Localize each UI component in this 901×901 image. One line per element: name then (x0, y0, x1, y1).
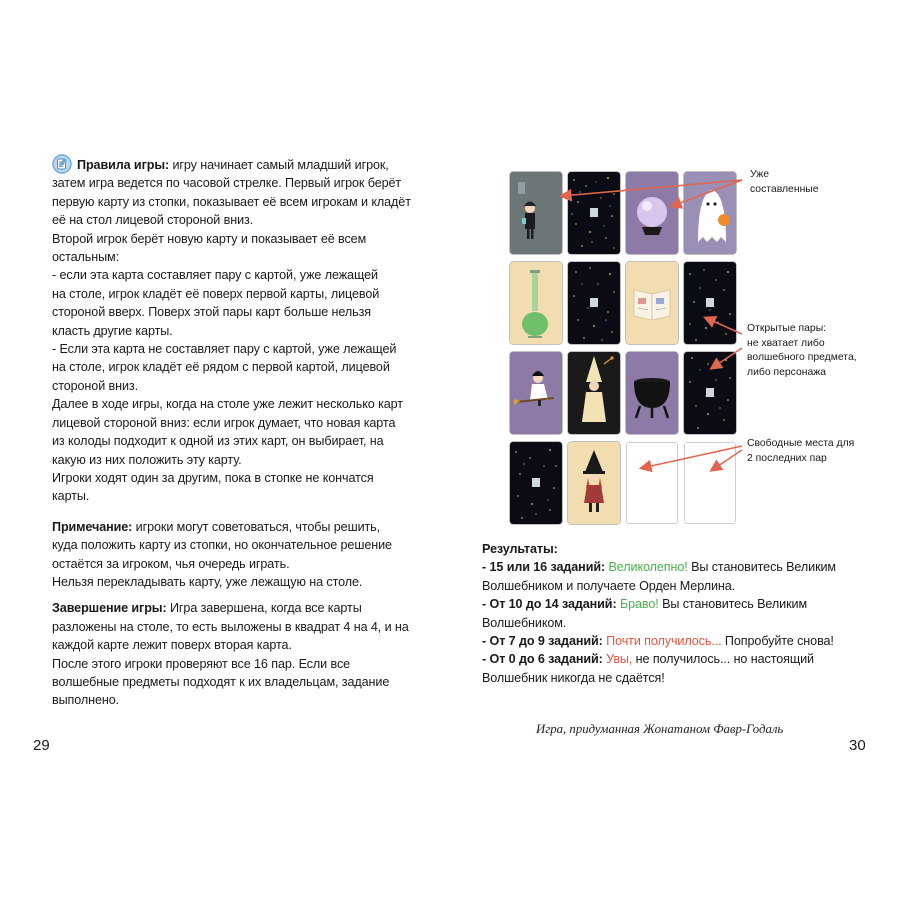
annotation-line: составленные (750, 183, 819, 195)
rules-line: стороной вверх. Поверх этой пары карт больше нельзя (52, 305, 371, 320)
card-wizard (568, 352, 620, 434)
card-grid (510, 172, 740, 526)
result-range: - 15 или 16 заданий: (482, 560, 606, 575)
ending-line: волшебные предметы подходят к их владельцам, задание (52, 674, 390, 689)
annotation-line: Уже (750, 169, 769, 180)
page-number-right: 30 (849, 737, 866, 754)
note-paragraph (52, 518, 444, 592)
note-line: куда положить карту из стопки, но окончательное решение (52, 538, 392, 553)
card-potion (510, 262, 562, 344)
card-crystal-ball (626, 172, 678, 254)
rules-icon (52, 154, 72, 174)
annotation-line: либо персонажа (747, 366, 827, 378)
rules-line: на столе, игрок кладёт её рядом с первой картой, лицевой (52, 360, 390, 375)
note-line: остаётся за игроком, чья очередь играть. (52, 556, 290, 571)
card-face-down[interactable] (510, 442, 562, 524)
card-broom-witch (510, 352, 562, 434)
rules-line: - если эта карта составляет пару с картой, уже лежащей (52, 268, 378, 283)
card-alchemist (510, 172, 562, 254)
card-face-down[interactable] (684, 262, 736, 344)
ending-line: Игра завершена, когда все карты (169, 601, 362, 616)
annotation-line: не хватает либо (747, 337, 825, 349)
results-heading: Результаты: (482, 542, 558, 556)
annotation-already-matched (750, 168, 819, 197)
left-page-text (52, 154, 444, 710)
rules-line: её на стол лицевой стороной вниз. (52, 213, 254, 228)
result-item (482, 558, 862, 595)
ending-line: выполнено. (52, 693, 120, 708)
result-range: - От 10 до 14 заданий: (482, 597, 617, 612)
annotation-line: Открытые пары: (747, 323, 827, 334)
rules-line: остальным: (52, 250, 120, 265)
rules-line: затем игра ведется по часовой стрелке. Первый игрок берёт (52, 176, 402, 191)
card-witch-girl (568, 442, 620, 524)
rules-line: первую карту из стопки, показывает её всем игрокам и кладёт (52, 194, 411, 209)
rules-line: игру начинает самый младший игрок, (172, 158, 389, 172)
rules-line: Далее в ходе игры, когда на столе уже лежит несколько карт (52, 397, 403, 412)
game-credit: Игра, придуманная Жонатаном Фавр-Годаль (536, 722, 784, 736)
card-cauldron (626, 352, 678, 434)
rules-line: лицевой стороной вниз: если игрок думает, что новая карта (52, 415, 396, 430)
card-face-down[interactable] (684, 352, 736, 434)
ending-heading: Завершение игры: (52, 601, 167, 616)
rules-line: Игроки ходят один за другим, пока в стопке не кончатся (52, 470, 374, 485)
note-line: Нельзя перекладывать карту, уже лежащую на столе. (52, 574, 363, 589)
card-face-down[interactable] (568, 262, 620, 344)
annotation-line: волшебного предмета, (747, 352, 857, 363)
card-spellbook (626, 262, 678, 344)
annotation-line: Свободные места для (747, 438, 855, 449)
rules-line: стороной вниз. (52, 378, 138, 393)
rules-line: из колоды подходит к одной из этих карт, он выбирает, на (52, 434, 384, 449)
rules-heading: Правила игры: (77, 158, 170, 172)
ending-line: каждой карте лежит поверх вторая карта. (52, 638, 292, 653)
rules-line: класть другие карты. (52, 323, 173, 338)
card-ghost (684, 172, 736, 254)
result-item (482, 595, 862, 632)
result-text: Вы становитесь Великим (658, 597, 808, 612)
result-text: Волшебник никогда не сдаётся! (482, 670, 665, 685)
rules-line: на столе, игрок кладёт её поверх первой карты, лицевой (52, 286, 380, 301)
ending-line: После этого игроки проверяют все 16 пар. Если все (52, 656, 351, 671)
note-line: игроки могут советоваться, чтобы решить, (135, 519, 381, 534)
result-text: Вы становитесь Великим (687, 560, 836, 575)
result-text: Волшебником. (482, 615, 567, 630)
result-text: Волшебником и получаете Орден Мерлина. (482, 578, 736, 593)
result-verdict: Великолепно! (608, 560, 688, 575)
rules-line: Второй игрок берёт новую карту и показывает её всем (52, 231, 367, 246)
result-verdict: Почти получилось... (606, 634, 722, 649)
annotation-free-slots (747, 437, 854, 466)
result-verdict: Увы, (606, 652, 633, 667)
ending-line: разложены на столе, то есть выложены в квадрат 4 на 4, и на (52, 619, 409, 634)
result-range: - От 7 до 9 заданий: (482, 634, 603, 649)
empty-card-slot[interactable] (626, 442, 678, 524)
ending-paragraph (52, 599, 444, 709)
card-face-down[interactable] (568, 172, 620, 254)
empty-card-slot[interactable] (684, 442, 736, 524)
annotation-open-pairs (747, 322, 857, 380)
result-item (482, 650, 862, 687)
results-section (482, 540, 862, 687)
result-text: Попробуйте снова! (721, 634, 834, 649)
rules-line: - Если эта карта не составляет пару с картой, уже лежащей (52, 342, 397, 357)
rules-line: какую из них положить эту карту. (52, 452, 242, 467)
rules-line: карты. (52, 489, 90, 504)
result-item (482, 632, 862, 650)
page-number-left: 29 (33, 737, 50, 754)
result-verdict: Браво! (619, 597, 659, 612)
result-range: - От 0 до 6 заданий: (482, 652, 603, 667)
result-text: не получилось... но настоящий (632, 652, 814, 667)
rules-paragraph (52, 154, 444, 506)
note-heading: Примечание: (52, 519, 133, 534)
annotation-line: 2 последних пар (747, 452, 827, 464)
